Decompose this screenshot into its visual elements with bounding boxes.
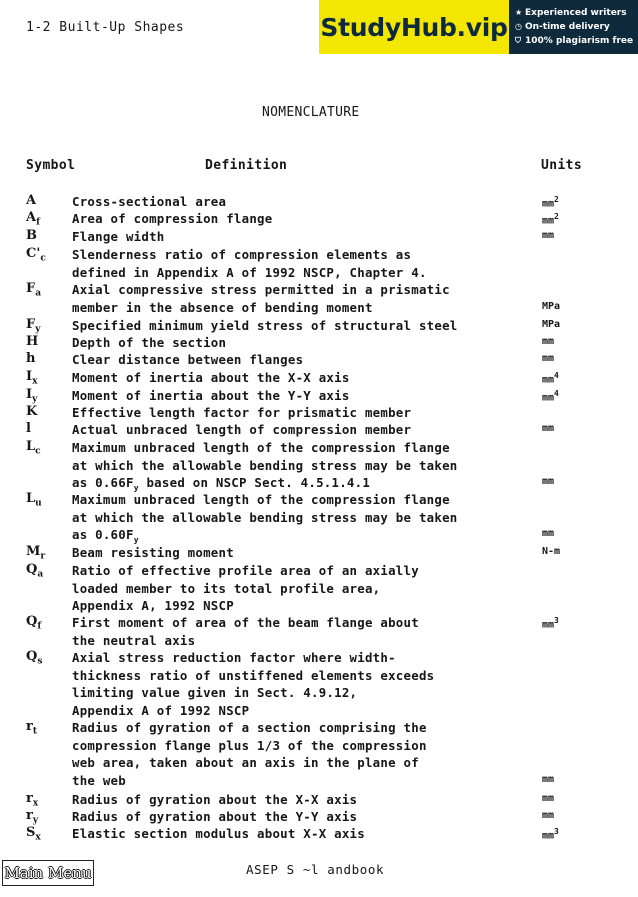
logo-text: StudyHub.vip [320, 12, 508, 42]
definition-line: Beam resisting moment [72, 545, 234, 560]
definition-line: Appendix A, 1992 NSCP [72, 598, 234, 613]
definition-cell [72, 228, 165, 246]
unit-exponent: 4 [554, 371, 559, 380]
unit-cell: MPa [542, 300, 561, 312]
definition-cell [72, 369, 350, 387]
definition-cell [72, 210, 272, 228]
page-title: NOMENCLATURE [262, 105, 360, 120]
unit-exponent: 3 [554, 616, 559, 625]
unit-cell: mm [542, 528, 555, 539]
symbol-cell: $L_c$ [26, 439, 41, 457]
symbol-subscript: x [32, 376, 38, 387]
unit-cell: $mm^4$ [542, 371, 559, 386]
main-menu-button[interactable]: Main Menu [2, 860, 94, 886]
definition-line: Slenderness ratio of compression elements as [72, 247, 412, 262]
definition-cell [72, 439, 458, 497]
symbol-cell: h [26, 351, 36, 366]
definition-cell [72, 351, 303, 369]
definition-line: loaded member to its total profile area, [72, 580, 381, 596]
definition-line: Flange width [72, 229, 165, 244]
symbol-subscript: y [32, 815, 39, 826]
unit-cell: mm [542, 353, 555, 364]
symbol-subscript: x [35, 832, 41, 843]
definition-cell [72, 719, 427, 789]
unit-cell: $mm^3$ [542, 827, 559, 842]
star-icon: ★ [515, 8, 523, 17]
inline-subscript: y [133, 535, 139, 545]
symbol-cell: $I_y$ [26, 387, 38, 405]
unit-cell: mm [542, 810, 555, 821]
definition-line: Ratio of effective profile area of an axially [72, 563, 419, 578]
symbol-cell: $Q_s$ [26, 649, 43, 667]
definition-line: Clear distance between flanges [72, 352, 304, 367]
definition-cell [72, 281, 450, 316]
symbol-subscript: c [35, 446, 41, 457]
symbol-subscript: t [32, 726, 38, 737]
symbol-cell: K [26, 404, 38, 419]
feature-item: ★ Experienced writers [515, 8, 627, 18]
feature-item: ◷ On-time delivery [515, 22, 610, 32]
definition-line: Effective length factor for prismatic member [72, 405, 412, 420]
studyhub-ad-banner[interactable] [319, 0, 638, 54]
definition-cell [72, 825, 365, 843]
symbol-subscript: y [35, 324, 41, 335]
inline-subscript: y [133, 483, 139, 493]
definition-line: Radius of gyration about the X-X axis [72, 792, 358, 807]
symbol-cell: A [26, 193, 37, 208]
definition-line: First moment of area of the beam flange about [72, 615, 419, 630]
definition-line: Maximum unbraced length of the compression flange [72, 492, 450, 507]
symbol-cell: $F_a$ [26, 281, 42, 299]
symbol-cell: $M_r$ [26, 544, 46, 562]
studyhub-logo[interactable] [319, 0, 509, 54]
symbol-cell: $I_x$ [26, 369, 38, 387]
definition-cell [72, 246, 427, 281]
unit-cell: MPa [542, 319, 561, 330]
definition-cell [72, 491, 458, 549]
definition-line: Radius of gyration about the Y-Y axis [72, 809, 358, 824]
definition-column-header: Definition [205, 158, 288, 173]
unit-cell: $mm^2$ [542, 195, 559, 210]
definition-cell [72, 404, 411, 422]
definition-line: Appendix A of 1992 NSCP [72, 702, 250, 718]
definition-line: Maximum unbraced length of the compression flange [72, 440, 450, 455]
definition-line: Cross-sectional area [72, 194, 227, 209]
page-footer: ASEP S ~l andbook [246, 862, 385, 877]
symbol-subscript: s [37, 656, 43, 667]
definition-line: the web [72, 772, 126, 788]
symbol-cell: $A_f$ [26, 210, 40, 228]
symbol-cell: $C'_c$ [26, 246, 46, 264]
symbol-cell: $F_y$ [26, 317, 41, 335]
symbol-cell: H [26, 334, 39, 349]
feature-item: ⛉ 100% plagiarism free [515, 36, 634, 46]
unit-exponent: 3 [554, 827, 559, 836]
symbol-cell: $S_x$ [26, 825, 41, 843]
definition-cell [72, 317, 458, 335]
definition-cell [72, 649, 434, 719]
definition-line: compression flange plus 1/3 of the compression [72, 737, 427, 753]
unit-cell: mm [542, 230, 555, 241]
definition-line: Moment of inertia about the Y-Y axis [72, 388, 350, 403]
definition-line: Elastic section modulus about X-X axis [72, 826, 365, 841]
symbol-cell: $r_x$ [26, 791, 39, 809]
symbol-subscript: x [32, 798, 39, 809]
unit-exponent: 2 [554, 212, 559, 221]
definition-line: the neutral axis [72, 632, 196, 648]
definition-line: Moment of inertia about the X-X axis [72, 370, 350, 385]
symbol-subscript: u [35, 498, 42, 509]
unit-cell: $mm^3$ [542, 616, 559, 631]
symbol-subscript: f [36, 217, 40, 228]
definition-line: Radius of gyration of a section comprising the [72, 720, 427, 735]
definition-cell [72, 544, 234, 562]
shield-icon: ⛉ [515, 36, 521, 45]
definition-line: Area of compression flange [72, 211, 273, 226]
unit-cell: N-m [542, 546, 561, 557]
definition-cell [72, 193, 226, 211]
definition-line: Axial compressive stress permitted in a prismatic [72, 282, 450, 297]
unit-cell: $mm^4$ [542, 389, 559, 404]
unit-cell: mm [542, 336, 555, 347]
ad-features [515, 6, 633, 48]
definition-line: defined in Appendix A of 1992 NSCP, Chapter 4. [72, 264, 427, 280]
definition-line: as $0.60F_y$ [72, 527, 139, 545]
units-column-header: Units [541, 158, 583, 173]
definition-cell [72, 614, 419, 649]
definition-cell [72, 562, 419, 615]
definition-cell [72, 791, 357, 809]
definition-line: Specified minimum yield stress of structural steel [72, 318, 458, 333]
definition-line: web area, taken about an axis in the plane of [72, 755, 419, 770]
symbol-subscript: a [35, 288, 42, 299]
section-header: 1-2 Built-Up Shapes [26, 20, 185, 35]
symbol-subscript: c [40, 253, 46, 264]
definition-line: as $0.66F_y$ based on NSCP Sect. 4.5.1.4.1 [72, 475, 371, 493]
definition-line: limiting value given in Sect. 4.9.12, [72, 685, 358, 700]
symbol-column-header: Symbol [26, 158, 76, 173]
definition-cell [72, 808, 357, 826]
symbol-cell: $Q_a$ [26, 562, 44, 580]
definition-line: at which the allowable bending stress may be taken [72, 509, 458, 525]
definition-cell [72, 387, 350, 405]
symbol-cell: $r_t$ [26, 719, 38, 737]
definition-line: member in the absence of bending moment [72, 299, 373, 315]
symbol-cell: $Q_f$ [26, 614, 42, 632]
unit-exponent: 2 [554, 195, 559, 204]
symbol-cell: l [26, 421, 31, 436]
definition-line: at which the allowable bending stress may be taken [72, 457, 458, 473]
definition-cell [72, 334, 226, 352]
symbol-cell: B [26, 228, 37, 243]
clock-icon: ◷ [515, 22, 522, 31]
symbol-subscript: f [37, 621, 42, 632]
symbol-subscript: y [32, 394, 38, 405]
unit-exponent: 4 [554, 389, 559, 398]
definition-cell [72, 421, 411, 439]
symbol-subscript: a [37, 569, 44, 580]
unit-cell: mm [542, 476, 555, 487]
definition-line: thickness ratio of unstiffened elements exceeds [72, 667, 435, 683]
unit-cell: mm [542, 773, 555, 785]
definition-line: Axial stress reduction factor where width- [72, 650, 396, 665]
unit-cell: mm [542, 793, 555, 804]
definition-line: Actual unbraced length of compression member [72, 422, 412, 437]
symbol-cell: $r_y$ [26, 808, 39, 826]
unit-cell: $mm^2$ [542, 212, 559, 227]
symbol-subscript: r [40, 551, 46, 562]
symbol-cell: $L_u$ [26, 491, 42, 509]
unit-cell: mm [542, 423, 555, 434]
definition-line: Depth of the section [72, 335, 227, 350]
